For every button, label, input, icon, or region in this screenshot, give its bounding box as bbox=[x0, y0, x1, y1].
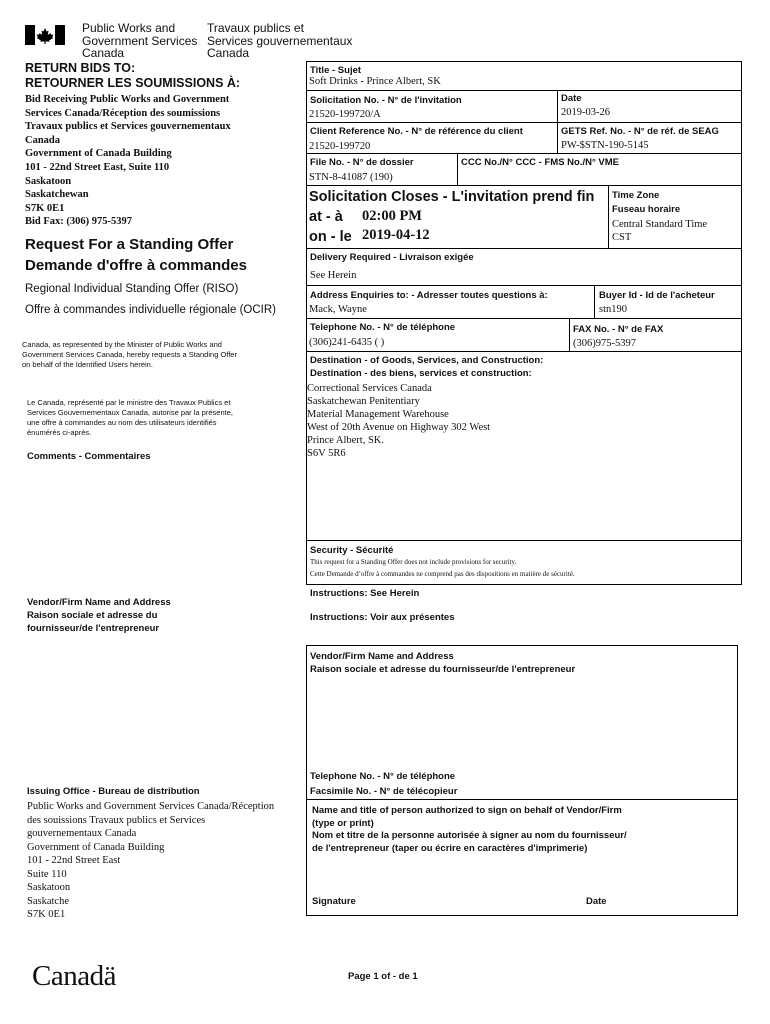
instructions-en: Instructions: See Herein bbox=[310, 588, 420, 599]
canada-flag-icon bbox=[25, 25, 65, 45]
vendor-left-label: Vendor/Firm Name and Address Raison sociale et adresse du fournisseur/de l'entrepreneur bbox=[27, 597, 171, 634]
time-zone-abbrev: CST bbox=[612, 232, 632, 243]
issuing-office-address: Public Works and Government Services Canada/Réception des souissions Travaux publics et Services gouvernementaux Canada Government of Canada Building 101 - 22nd Street East Suite 110 Saskatoon Saskatche S7K 0E1 bbox=[27, 801, 275, 920]
closing-date-value: 2019-04-12 bbox=[362, 227, 430, 243]
vendor-telephone-label: Telephone No. - N° de téléphone bbox=[310, 771, 456, 782]
request-title-fr: Demande d'offre à commandes bbox=[25, 257, 247, 274]
file-number-label: File No. - N° de dossier bbox=[310, 157, 414, 168]
solicitation-number-value: 21520-199720/A bbox=[309, 109, 381, 120]
signature-date-label: Date bbox=[586, 896, 607, 907]
date-value: 2019-03-26 bbox=[561, 107, 610, 118]
title-value: Soft Drinks - Prince Albert, SK bbox=[309, 76, 441, 87]
return-bids-address: Bid Receiving Public Works and Government Services Canada/Réception des soumissions Travaux publics et Services gouvernementaux Canada Government of Canada Building 101 - 22nd Street East, Suite 110 Saskatoon Saskatchewan S7K 0E1 Bid Fax: (306) 975-5397 bbox=[25, 94, 231, 228]
fax-value: (306)975-5397 bbox=[573, 338, 636, 349]
divider bbox=[557, 90, 558, 154]
department-name-en: Public Works and Government Services Canada bbox=[82, 21, 198, 60]
divider bbox=[306, 540, 742, 541]
offer-type-fr: Offre à commandes individuelle régionale (OCIR) bbox=[25, 304, 276, 316]
divider bbox=[306, 122, 742, 123]
address-enquiries-label: Address Enquiries to: - Adresser toutes questions à: bbox=[310, 290, 548, 301]
vendor-fax-label: Facsimile No. - N° de télécopieur bbox=[310, 786, 458, 797]
request-paragraph-fr: Le Canada, représenté par le ministre des Travaux Publics et Services Gouvernementaux Canada, autorise par la présente, une offre à commandes au nom des utilisateurs identifiés énumérés ci-après. bbox=[27, 398, 233, 437]
telephone-label: Telephone No. - N° de téléphone bbox=[310, 322, 456, 333]
comments-label: Comments - Commentaires bbox=[27, 451, 151, 462]
divider bbox=[306, 153, 742, 154]
destination-address: Correctional Services Canada Saskatchewan Penitentiary Material Management Warehouse West of 20th Avenue on Highway 302 West Prince Albert, SK. S6V 5R6 bbox=[307, 383, 491, 459]
solicitation-number-label: Solicitation No. - N° de l'invitation bbox=[310, 95, 462, 106]
delivery-required-value: See Herein bbox=[310, 270, 357, 281]
vendor-name-label: Vendor/Firm Name and Address bbox=[310, 651, 454, 662]
file-number-value: STN-8-41087 (190) bbox=[309, 172, 393, 183]
page-number: Page 1 of - de 1 bbox=[348, 971, 418, 982]
divider bbox=[306, 285, 742, 286]
closing-on-label: on - le bbox=[309, 229, 352, 245]
vendor-name-address-field[interactable] bbox=[310, 680, 734, 768]
divider bbox=[306, 318, 742, 319]
time-zone-label-fr: Fuseau horaire bbox=[612, 204, 681, 215]
buyer-id-label: Buyer Id - Id de l'acheteur bbox=[599, 290, 715, 301]
closing-at-label: at - à bbox=[309, 209, 343, 225]
divider bbox=[569, 318, 570, 352]
instructions-fr: Instructions: Voir aux présentes bbox=[310, 612, 455, 623]
time-zone-label-en: Time Zone bbox=[612, 190, 660, 201]
divider bbox=[306, 351, 742, 352]
authorized-person-label: Name and title of person authorized to sign on behalf of Vendor/Firm (type or print) Nom et titre de la personne autorisée à signer au nom du fournisseur/ de l'entrepreneur (taper ou écrire en caractères d'imprimerie) bbox=[312, 805, 627, 854]
gets-reference-label: GETS Ref. No. - N° de réf. de SEAG bbox=[561, 126, 719, 137]
divider bbox=[306, 185, 742, 186]
return-bids-heading-fr: RETOURNER LES SOUMISSIONS À: bbox=[25, 76, 241, 90]
issuing-office-label: Issuing Office - Bureau de distribution bbox=[27, 786, 200, 797]
offer-type-en: Regional Individual Standing Offer (RISO) bbox=[25, 283, 239, 295]
security-label: Security - Sécurité bbox=[310, 545, 394, 556]
address-enquiries-value: Mack, Wayne bbox=[309, 304, 367, 315]
destination-label-fr: Destination - des biens, services et construction: bbox=[310, 368, 532, 379]
security-note-fr: Cette Demande d’offre à commandes ne comprend pas des dispositions en matière de sécurité. bbox=[310, 570, 575, 578]
destination-label-en: Destination - of Goods, Services, and Construction: bbox=[310, 355, 544, 366]
client-reference-label: Client Reference No. - N° de référence du client bbox=[310, 126, 523, 137]
closing-time-value: 02:00 PM bbox=[362, 208, 422, 224]
delivery-required-label: Delivery Required - Livraison exigée bbox=[310, 252, 474, 263]
gets-reference-value: PW-$STN-190-5145 bbox=[561, 140, 649, 151]
title-label: Title - Sujet bbox=[310, 65, 362, 76]
telephone-value: (306)241-6435 ( ) bbox=[309, 337, 385, 348]
fax-label: FAX No. - N° de FAX bbox=[573, 324, 664, 335]
solicitation-closes-label: Solicitation Closes - L'invitation prend fin bbox=[309, 189, 595, 205]
client-reference-value: 21520-199720 bbox=[309, 141, 371, 152]
divider bbox=[306, 799, 738, 800]
divider bbox=[457, 153, 458, 186]
signature-label: Signature bbox=[312, 896, 356, 907]
date-label: Date bbox=[561, 93, 582, 104]
divider bbox=[608, 185, 609, 249]
buyer-id-value: stn190 bbox=[599, 304, 628, 315]
ccc-number-label: CCC No./N° CCC - FMS No./N° VME bbox=[461, 157, 620, 168]
divider bbox=[594, 285, 595, 319]
security-note-en: This request for a Standing Offer does not include provisions for security. bbox=[310, 558, 517, 566]
time-zone-value: Central Standard Time bbox=[612, 219, 708, 230]
divider bbox=[306, 90, 742, 91]
request-title-en: Request For a Standing Offer bbox=[25, 236, 234, 253]
canada-wordmark: Canadä bbox=[32, 960, 116, 992]
vendor-address-label: Raison sociale et adresse du fournisseur/de l'entrepreneur bbox=[310, 664, 576, 675]
department-name-fr: Travaux publics et Services gouvernementaux Canada bbox=[207, 21, 353, 60]
request-paragraph-en: Canada, as represented by the Minister of Public Works and Government Services Canada, hereby requests a Standing Offer on behalf of the Identified Users herein. bbox=[22, 340, 237, 369]
divider bbox=[306, 248, 742, 249]
return-bids-heading-en: RETURN BIDS TO: bbox=[25, 61, 136, 75]
